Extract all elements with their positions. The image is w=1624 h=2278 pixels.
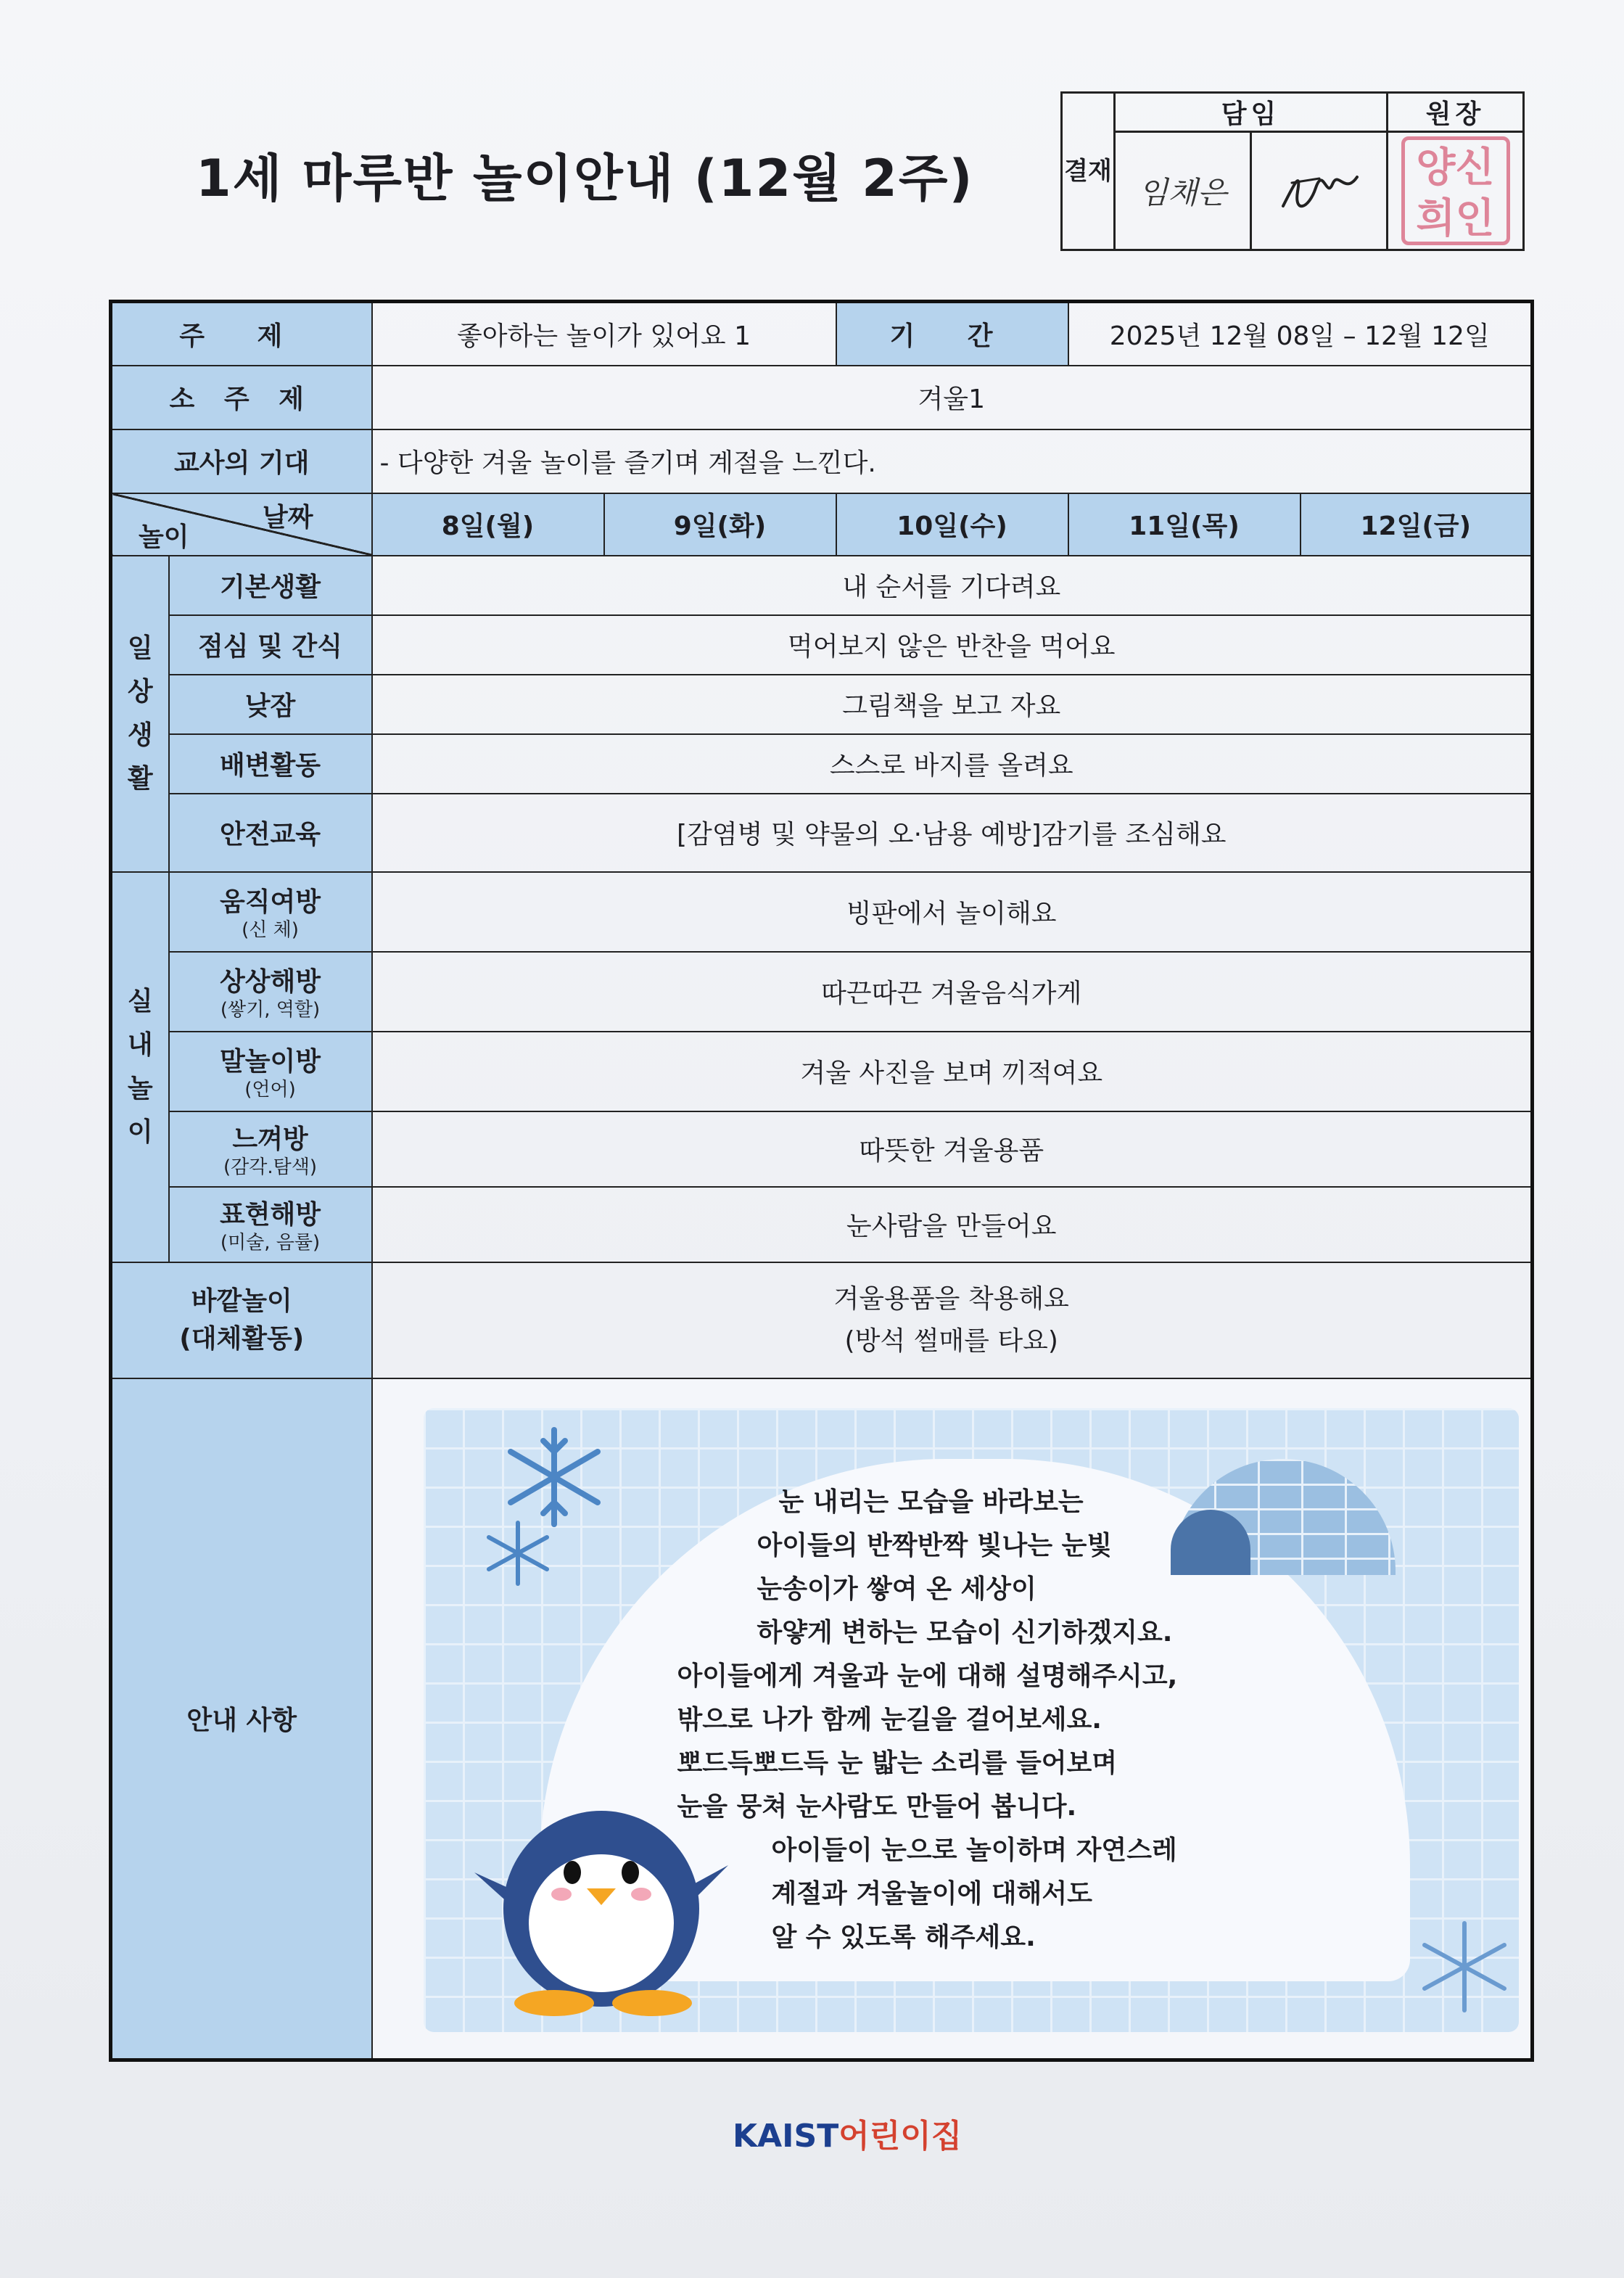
diag-date-label: 날짜 [262,502,313,533]
day-thu: 11일(목) [1068,493,1301,556]
table-row [111,872,1533,952]
row-value: [감염병 및 약물의 오·남용 예방]감기를 조심해요 [372,794,1533,872]
day-mon: 8일(월) [372,493,604,556]
notice-line: 눈송이가 쌓여 온 세상이 [757,1574,1036,1604]
row-label: 안전교육 [169,794,372,872]
row-label: 움직여방 (신 체) [169,872,372,952]
outdoor-row [111,1262,1533,1378]
notice-message [677,1481,1287,1960]
table-row [111,1032,1533,1111]
daily-life-category: 일 상 생 활 [111,556,169,872]
theme-row [111,302,1533,366]
approval-box [1060,91,1525,251]
table-row [111,1111,1533,1187]
row-value: 눈사람을 만들어요 [372,1187,1533,1262]
day-header-row [111,493,1533,556]
subtheme-label: 소 주 제 [111,366,372,429]
date-play-diagonal-header [111,493,372,556]
row-label: 기본생활 [169,556,372,615]
day-fri: 12일(금) [1301,493,1533,556]
expectation-row [111,429,1533,493]
table-row [111,675,1533,734]
teacher-name-signature: 임채은 [1115,132,1251,250]
row-label: 느껴방 (감각.탐색) [169,1111,372,1187]
row-value: 먹어보지 않은 반찬을 먹어요 [372,615,1533,675]
notice-line: 뽀드득뽀드득 눈 밟는 소리를 들어보며 [677,1748,1118,1778]
notice-line: 아이들의 반짝반짝 빛나는 눈빛 [757,1530,1113,1561]
schedule-table [109,300,1534,2062]
indoor-play-category: 실 내 놀 이 [111,872,169,1262]
table-row [111,952,1533,1032]
signature-scribble [1276,155,1363,221]
day-tue: 9일(화) [604,493,836,556]
teacher-signature [1251,132,1388,250]
notice-line: 알 수 있도록 해주세요. [771,1922,1036,1952]
table-row [111,615,1533,675]
row-label: 말놀이방 (언어) [169,1032,372,1111]
row-label: 표현해방 (미술, 음률) [169,1187,372,1262]
table-row [111,794,1533,872]
table-row [111,556,1533,615]
expectation-label: 교사의 기대 [111,429,372,493]
row-value: 스스로 바지를 올려요 [372,734,1533,794]
row-value: 내 순서를 기다려요 [372,556,1533,615]
notice-line: 밖으로 나가 함께 눈길을 걸어보세요. [677,1704,1102,1735]
row-value: 따뜻한 겨울용품 [372,1111,1533,1187]
table-row [111,1187,1533,1262]
period-label: 기 간 [836,302,1068,366]
notice-line: 아이들이 눈으로 놀이하며 자연스레 [771,1835,1177,1865]
expectation-value: - 다양한 겨울 놀이를 즐기며 계절을 느낀다. [372,429,1533,493]
director-stamp-cell [1388,132,1524,250]
notice-row [111,1378,1533,2060]
kaist-daycare-logo: KAIST어린이집 [733,2118,963,2155]
notice-line: 아이들에게 겨울과 눈에 대해 설명해주시고, [677,1661,1178,1691]
notice-line: 계절과 겨울놀이에 대해서도 [771,1878,1092,1909]
teacher-header: 담임 [1115,93,1388,132]
day-wed: 10일(수) [836,493,1068,556]
snowflake-icon [1403,1916,1526,2018]
notice-label: 안내 사항 [111,1378,372,2060]
outdoor-value: 겨울용품을 착용해요 (방석 썰매를 타요) [372,1262,1533,1378]
notice-line: 눈 내리는 모습을 바라보는 [778,1487,1084,1517]
subtheme-value: 겨울1 [372,366,1533,429]
row-label: 낮잠 [169,675,372,734]
row-label: 배변활동 [169,734,372,794]
director-header: 원장 [1388,93,1524,132]
outdoor-label: 바깥놀이 (대체활동) [111,1262,372,1378]
notice-content [372,1378,1533,2060]
page-title: 1세 마루반 놀이안내 (12월 2주) [196,149,974,208]
director-stamp: 양신 희인 [1401,136,1510,245]
row-value: 겨울 사진을 보며 끼적여요 [372,1032,1533,1111]
row-label: 상상해방 (쌓기, 역할) [169,952,372,1032]
row-value: 따끈따끈 겨울음식가게 [372,952,1533,1032]
snowflake-icon [482,1423,627,1531]
row-label: 점심 및 간식 [169,615,372,675]
theme-label: 주 제 [111,302,372,366]
row-value: 빙판에서 놀이해요 [372,872,1533,952]
snowflake-icon [474,1517,561,1590]
period-value: 2025년 12월 08일 – 12월 12일 [1068,302,1533,366]
diag-play-label: 놀이 [139,522,189,552]
theme-value: 좋아하는 놀이가 있어요 1 [372,302,836,366]
subtheme-row [111,366,1533,429]
notice-line: 하얗게 변하는 모습이 신기하겠지요. [757,1617,1173,1648]
notice-line: 눈을 뭉쳐 눈사람도 만들어 봅니다. [677,1791,1077,1822]
approval-side-label: 결재 [1062,93,1115,250]
table-row [111,734,1533,794]
row-value: 그림책을 보고 자요 [372,675,1533,734]
